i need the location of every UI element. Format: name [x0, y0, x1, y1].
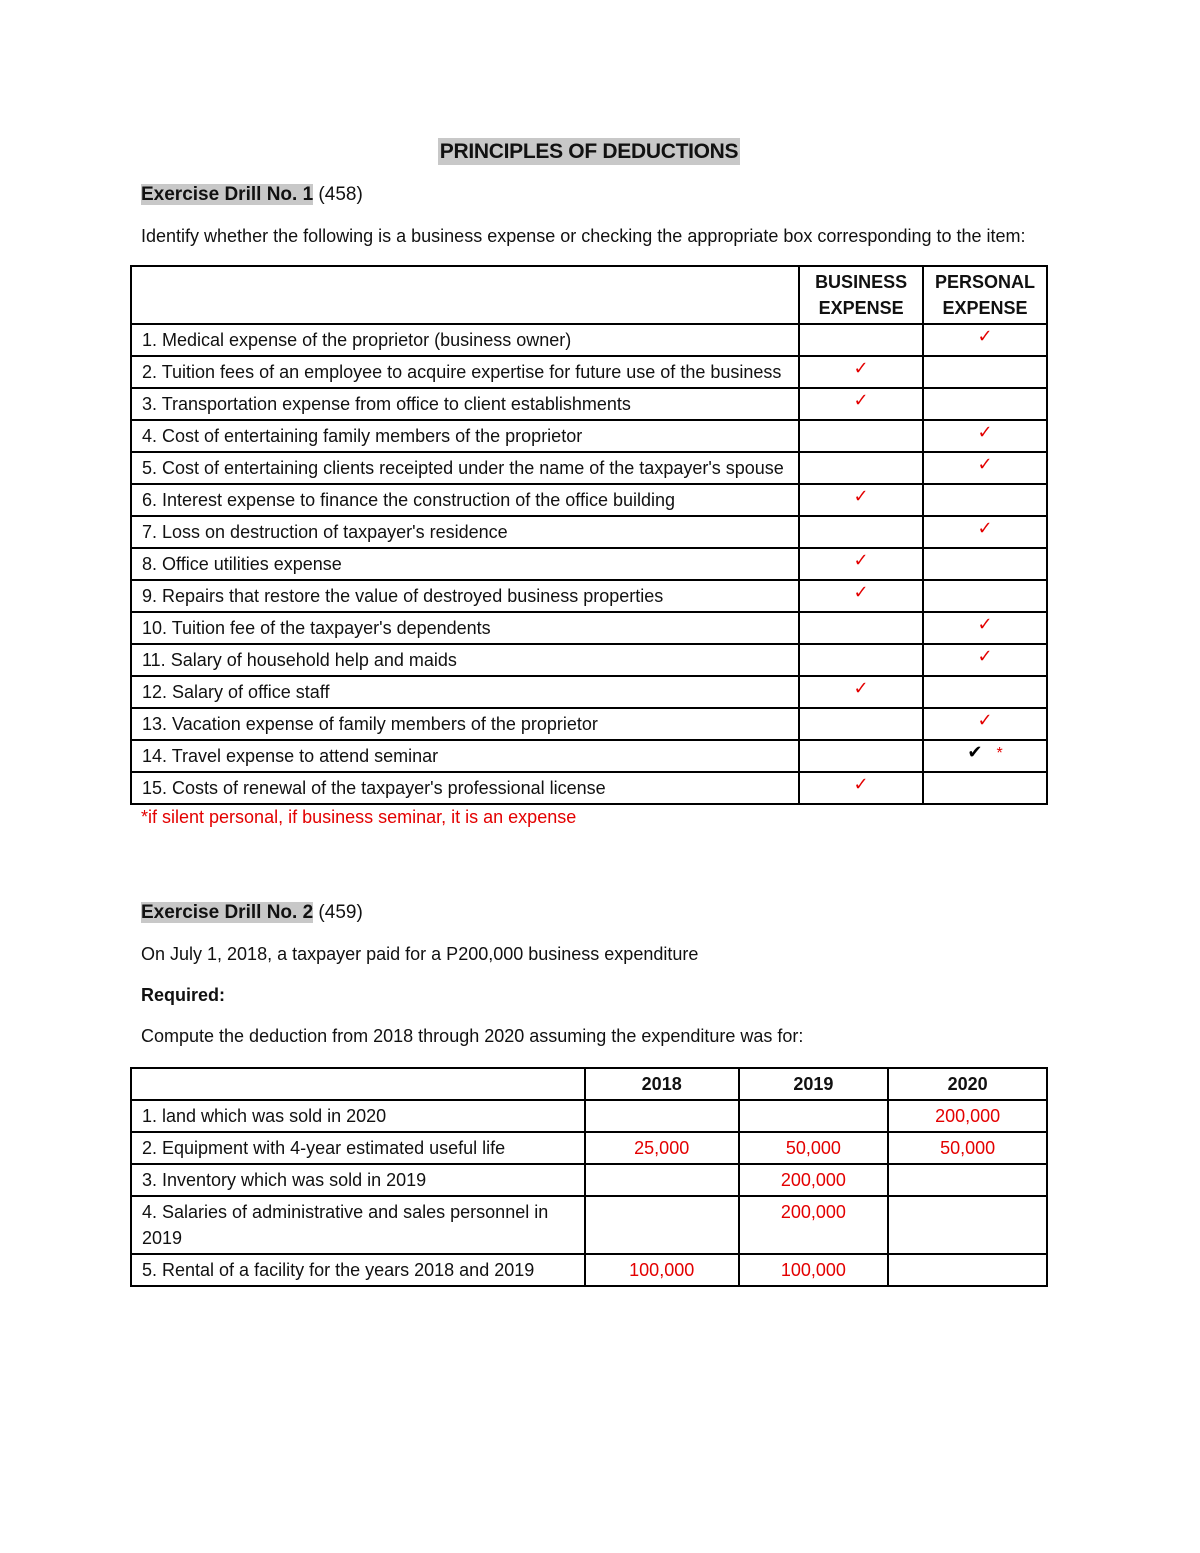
year-header: 2019 [739, 1068, 889, 1100]
deduction-value-2020 [888, 1196, 1047, 1254]
check-icon: ✔ [967, 742, 983, 762]
deduction-value-2018: 100,000 [585, 1254, 739, 1286]
personal-check-cell [923, 452, 1047, 484]
expenditure-item: 2. Equipment with 4-year estimated useful life [131, 1132, 585, 1164]
deduction-value-2018 [585, 1196, 739, 1254]
drill1-label: Exercise Drill No. 1 [141, 184, 314, 205]
header-business-expense: BUSINESS EXPENSE [799, 266, 923, 324]
business-check-cell [799, 612, 923, 644]
check-icon: ✓ [977, 422, 993, 442]
expenditure-item: 5. Rental of a facility for the years 2018 and 2019 [131, 1254, 585, 1286]
header-personal-expense: PERSONAL EXPENSE [923, 266, 1047, 324]
expense-item: 2. Tuition fees of an employee to acquire expertise for future use of the business [131, 356, 799, 388]
deduction-value-2019: 50,000 [739, 1132, 889, 1164]
drill2-table [130, 1067, 1048, 1287]
deduction-value-2019 [739, 1100, 889, 1132]
check-icon: ✓ [977, 326, 993, 346]
expense-item: 10. Tuition fee of the taxpayer's dependents [131, 612, 799, 644]
table-row [131, 484, 1047, 516]
table-row [131, 324, 1047, 356]
deduction-value-2018: 25,000 [585, 1132, 739, 1164]
drill2-header-row [131, 1068, 1047, 1100]
table-row [131, 772, 1047, 804]
deduction-value-2019: 200,000 [739, 1164, 889, 1196]
table-row [131, 1196, 1047, 1254]
personal-check-cell [923, 548, 1047, 580]
expenditure-item: 1. land which was sold in 2020 [131, 1100, 585, 1132]
expense-item: 15. Costs of renewal of the taxpayer's professional license [131, 772, 799, 804]
expense-item: 11. Salary of household help and maids [131, 644, 799, 676]
expense-item: 4. Cost of entertaining family members of the proprietor [131, 420, 799, 452]
check-icon: ✓ [977, 454, 993, 474]
personal-check-cell [923, 388, 1047, 420]
business-check-cell [799, 324, 923, 356]
table-row [131, 612, 1047, 644]
year-header: 2018 [585, 1068, 739, 1100]
asterisk-note-marker: * [996, 745, 1003, 762]
table-row [131, 388, 1047, 420]
personal-check-cell [923, 612, 1047, 644]
personal-check-cell [923, 708, 1047, 740]
business-check-cell [799, 452, 923, 484]
deduction-value-2020 [888, 1254, 1047, 1286]
table-row [131, 676, 1047, 708]
table-row [131, 452, 1047, 484]
table-row [131, 740, 1047, 772]
personal-check-cell [923, 580, 1047, 612]
table-row [131, 644, 1047, 676]
drill2-instruction: Compute the deduction from 2018 through 2020 assuming the expenditure was for: [141, 1026, 804, 1046]
page-title: PRINCIPLES OF DEDUCTIONS [439, 140, 739, 163]
personal-check-cell [923, 516, 1047, 548]
deduction-value-2018 [585, 1100, 739, 1132]
business-check-cell [799, 420, 923, 452]
personal-check-cell [923, 676, 1047, 708]
deduction-value-2020 [888, 1164, 1047, 1196]
business-check-cell: ✓ [799, 388, 923, 420]
expense-item: 12. Salary of office staff [131, 676, 799, 708]
check-icon: ✓ [977, 646, 993, 666]
table-row [131, 1254, 1047, 1286]
deduction-value-2019: 100,000 [739, 1254, 889, 1286]
drill1-instruction: Identify whether the following is a business expense or checking the appropriate box corresponding to the item: [141, 226, 1026, 246]
drill2-ref: (459) [313, 902, 363, 923]
personal-check-cell [923, 356, 1047, 388]
expense-item: 8. Office utilities expense [131, 548, 799, 580]
deduction-value-2019: 200,000 [739, 1196, 889, 1254]
business-check-cell [799, 644, 923, 676]
drill1-footnote: *if silent personal, if business seminar, it is an expense [141, 807, 577, 827]
table-row [131, 1164, 1047, 1196]
personal-check-cell [923, 772, 1047, 804]
drill2-label: Exercise Drill No. 2 [141, 902, 314, 923]
expense-item: 1. Medical expense of the proprietor (business owner) [131, 324, 799, 356]
check-icon: ✓ [977, 710, 993, 730]
deduction-value-2018 [585, 1164, 739, 1196]
expenditure-item: 4. Salaries of administrative and sales personnel in 2019 [131, 1196, 585, 1254]
business-check-cell: ✓ [799, 772, 923, 804]
table-row [131, 1132, 1047, 1164]
expense-item: 3. Transportation expense from office to client establishments [131, 388, 799, 420]
deduction-value-2020: 50,000 [888, 1132, 1047, 1164]
table-row [131, 580, 1047, 612]
table-row [131, 420, 1047, 452]
business-check-cell: ✓ [799, 580, 923, 612]
expenditure-item: 3. Inventory which was sold in 2019 [131, 1164, 585, 1196]
table-row [131, 548, 1047, 580]
table-row [131, 1100, 1047, 1132]
personal-check-cell [923, 484, 1047, 516]
expense-item: 14. Travel expense to attend seminar [131, 740, 799, 772]
drill2-statement: On July 1, 2018, a taxpayer paid for a P200,000 business expenditure [141, 944, 699, 964]
business-check-cell: ✓ [799, 676, 923, 708]
table-row [131, 356, 1047, 388]
business-check-cell [799, 740, 923, 772]
drill1-ref: (458) [313, 184, 363, 205]
business-check-cell [799, 516, 923, 548]
personal-check-cell [923, 324, 1047, 356]
expense-item: 7. Loss on destruction of taxpayer's residence [131, 516, 799, 548]
year-header: 2020 [888, 1068, 1047, 1100]
drill1-heading [141, 184, 1048, 206]
business-check-cell: ✓ [799, 548, 923, 580]
drill1-header-item [131, 266, 799, 324]
deduction-value-2020: 200,000 [888, 1100, 1047, 1132]
expense-item: 13. Vacation expense of family members of the proprietor [131, 708, 799, 740]
business-check-cell: ✓ [799, 484, 923, 516]
expense-item: 9. Repairs that restore the value of destroyed business properties [131, 580, 799, 612]
drill2-header-item [131, 1068, 585, 1100]
drill1-table [130, 265, 1048, 805]
table-row [131, 516, 1047, 548]
personal-check-cell [923, 644, 1047, 676]
personal-check-cell [923, 420, 1047, 452]
table-row [131, 708, 1047, 740]
personal-check-cell [923, 740, 1047, 772]
expense-item: 5. Cost of entertaining clients receipted under the name of the taxpayer's spouse [131, 452, 799, 484]
business-check-cell: ✓ [799, 356, 923, 388]
drill2-heading [141, 902, 1048, 924]
drill1-header-row [131, 266, 1047, 324]
business-check-cell [799, 708, 923, 740]
document-page [130, 140, 1048, 1287]
title-wrap [130, 140, 1048, 164]
check-icon: ✓ [977, 518, 993, 538]
drill2-required-label: Required: [141, 985, 226, 1005]
expense-item: 6. Interest expense to finance the construction of the office building [131, 484, 799, 516]
check-icon: ✓ [977, 614, 993, 634]
